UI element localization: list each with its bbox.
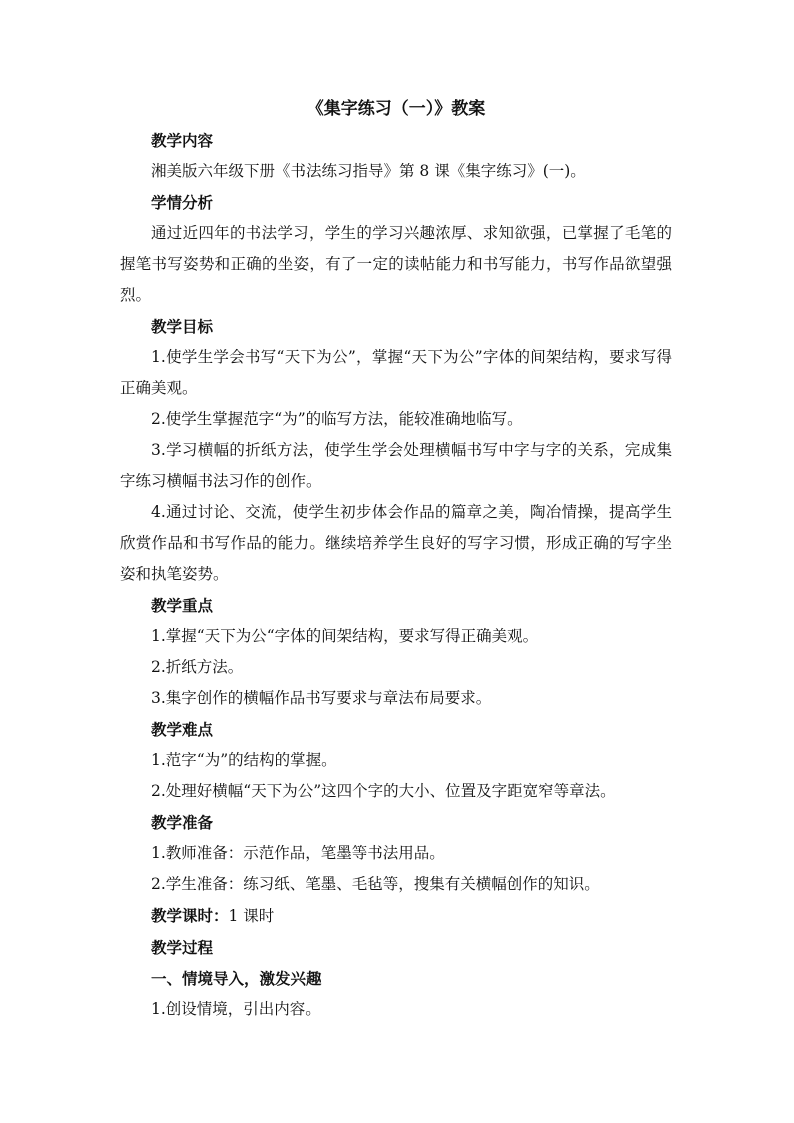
student-analysis-text: 通过近四年的书法学习，学生的学习兴趣浓厚、求知欲强，已掌握了毛笔的握笔书写姿势和正确的坐姿，有了一定的读帖能力和书写能力，书写作品欲望强烈。 <box>120 224 672 304</box>
heading-teaching-content: 教学内容 <box>151 131 214 150</box>
step-one-item: 1.创设情境，引出内容。 <box>151 1000 321 1018</box>
difficulty-item: 1.范字“为”的结构的掌握。 <box>151 751 337 769</box>
heading-teaching-process: 教学过程 <box>151 938 214 957</box>
heading-teaching-goals: 教学目标 <box>151 317 214 336</box>
document-title: 《集字练习（一）》教案 <box>306 99 486 119</box>
heading-preparation: 教学准备 <box>151 813 214 832</box>
preparation-item: 1.教师准备：示范作品，笔墨等书法用品。 <box>151 844 445 862</box>
key-point-item: 1.掌握“天下为公“字体的间架结构，要求写得正确美观。 <box>151 627 539 645</box>
step-one-heading: 一、情境导入，激发兴趣 <box>151 969 322 988</box>
goal-item: 4.通过讨论、交流，使学生初步体会作品的篇章之美，陶冶情操，提高学生欣赏作品和书写作品的能力。继续培养学生良好的写字习惯，形成正确的写字坐姿和执笔姿势。 <box>120 503 672 583</box>
goal-item: 2.使学生掌握范字“为”的临写方法，能较准确地临写。 <box>151 410 523 428</box>
teaching-content-text: 湘美版六年级下册《书法练习指导》第 8 课《集字练习》(一)。 <box>151 162 586 180</box>
class-hours-value: 1 课时 <box>228 907 275 925</box>
class-hours-label: 教学课时： <box>151 906 229 925</box>
key-point-item: 3.集字创作的横幅作品书写要求与章法布局要求。 <box>151 689 492 707</box>
heading-difficulties: 教学难点 <box>151 720 214 739</box>
class-hours-line <box>120 900 672 932</box>
goal-item: 3.学习横幅的折纸方法，使学生学会处理横幅书写中字与字的关系，完成集字练习横幅书法习作的创作。 <box>120 441 672 490</box>
heading-key-points: 教学重点 <box>151 596 214 615</box>
lesson-plan-body <box>120 93 672 1025</box>
key-point-item: 2.折纸方法。 <box>151 658 244 676</box>
difficulty-item: 2.处理好横幅“天下为公”这四个字的大小、位置及字距宽窄等章法。 <box>151 782 616 800</box>
heading-student-analysis: 学情分析 <box>151 193 214 212</box>
preparation-item: 2.学生准备：练习纸、笔墨、毛毡等，搜集有关横幅创作的知识。 <box>151 875 600 893</box>
goal-item: 1.使学生学会书写“天下为公”，掌握“天下为公”字体的间架结构，要求写得正确美观。 <box>120 348 672 397</box>
